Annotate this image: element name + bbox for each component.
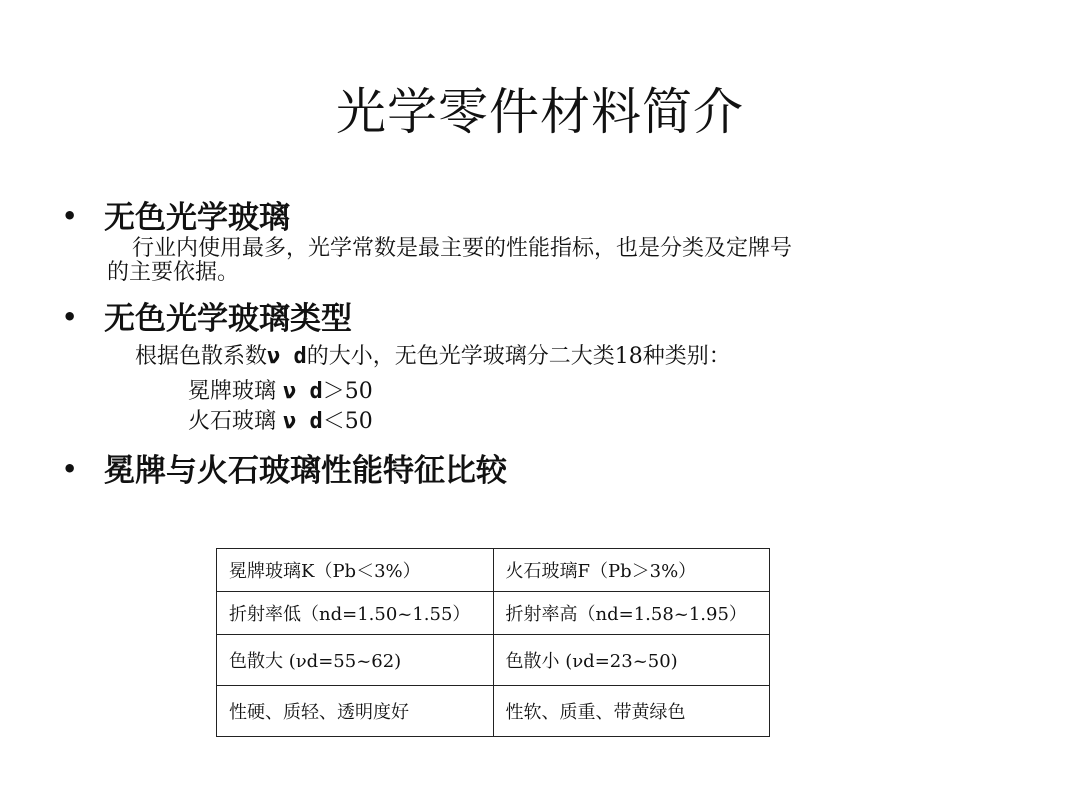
bullet-glass-types bbox=[62, 293, 352, 338]
table-cell: 折射率低（nd=1.50~1.55） bbox=[217, 592, 494, 635]
table-cell: 折射率高（nd=1.58~1.95） bbox=[493, 592, 770, 635]
bullet-heading: 无色光学玻璃 bbox=[104, 200, 290, 236]
table-cell: 性硬、质轻、透明度好 bbox=[217, 686, 494, 737]
abbe-symbol: ν d bbox=[267, 344, 307, 369]
intro-text-a: 根据色散系数 bbox=[135, 344, 268, 369]
bullet-dot: • bbox=[62, 303, 78, 331]
crown-glass-name: 冕牌玻璃 bbox=[188, 379, 283, 404]
bullet-dot: • bbox=[62, 202, 78, 230]
table-row bbox=[217, 686, 770, 737]
bullet-colorless-glass bbox=[62, 192, 290, 237]
abbe-symbol: ν d bbox=[283, 409, 323, 434]
bullet-heading: 无色光学玻璃类型 bbox=[104, 301, 352, 337]
bullet-1-text-line2: 的主要依据。 bbox=[107, 260, 240, 285]
flint-glass-condition: ＜50 bbox=[322, 409, 373, 434]
bullet-heading: 冕牌与火石玻璃性能特征比较 bbox=[104, 453, 507, 489]
glass-types-intro bbox=[135, 344, 731, 370]
flint-glass-name: 火石玻璃 bbox=[188, 409, 283, 434]
table-cell: 火石玻璃F（Pb＞3%） bbox=[493, 549, 770, 592]
slide-title: 光学零件材料简介 bbox=[336, 83, 744, 141]
bullet-dot: • bbox=[62, 455, 78, 483]
bullet-1-text-line1: 行业内使用最多，光学常数是最主要的性能指标，也是分类及定牌号 bbox=[132, 236, 793, 261]
abbe-symbol: ν d bbox=[283, 379, 323, 404]
table-cell: 性软、质重、带黄绿色 bbox=[493, 686, 770, 737]
crown-glass-condition: ＞50 bbox=[322, 379, 373, 404]
intro-text-b: 的大小，无色光学玻璃分二大类18种类别： bbox=[306, 344, 731, 369]
table-row bbox=[217, 592, 770, 635]
table-cell: 冕牌玻璃K（Pb＜3%） bbox=[217, 549, 494, 592]
bullet-comparison bbox=[62, 445, 507, 490]
crown-glass-line bbox=[188, 379, 373, 405]
comparison-table bbox=[216, 548, 770, 737]
table-row bbox=[217, 635, 770, 686]
table-cell: 色散小 (νd=23~50) bbox=[493, 635, 770, 686]
flint-glass-line bbox=[188, 409, 373, 435]
table-cell: 色散大 (νd=55~62) bbox=[217, 635, 494, 686]
table-row bbox=[217, 549, 770, 592]
